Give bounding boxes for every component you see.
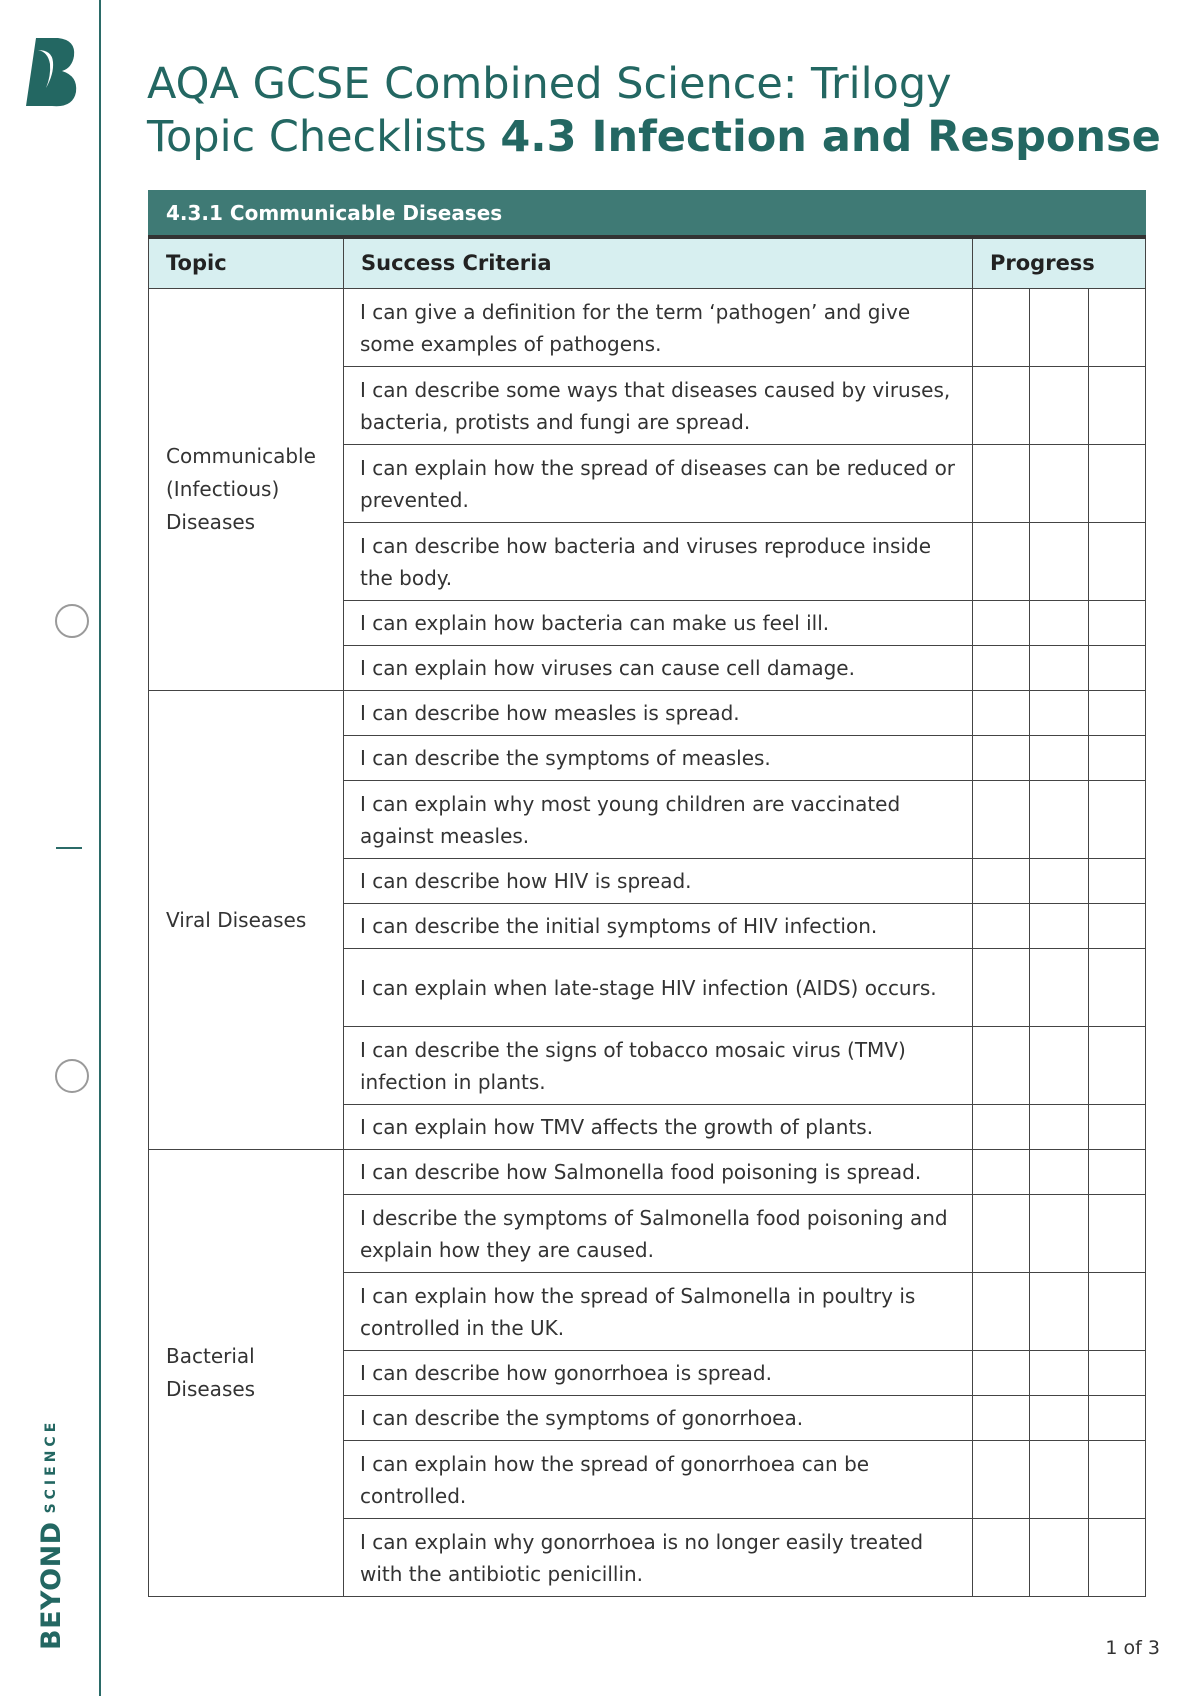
topic-cell: Viral Diseases: [149, 691, 344, 1150]
progress-box[interactable]: [973, 949, 1030, 1027]
progress-box[interactable]: [973, 1351, 1030, 1396]
progress-box[interactable]: [1030, 1105, 1089, 1150]
section-title: 4.3.1 Communicable Diseases: [149, 191, 1146, 237]
criteria-cell: I can explain why most young children are vaccinated against measles.: [344, 781, 973, 859]
margin-line: [99, 0, 101, 1696]
progress-box[interactable]: [1030, 691, 1089, 736]
criteria-header: Success Criteria: [344, 237, 973, 289]
brand-word-2: SCIENCE: [43, 1418, 59, 1514]
criteria-cell: I can explain how the spread of gonorrhoea can be controlled.: [344, 1441, 973, 1519]
criteria-cell: I can describe how bacteria and viruses reproduce inside the body.: [344, 523, 973, 601]
progress-box[interactable]: [973, 1396, 1030, 1441]
progress-box[interactable]: [1030, 949, 1089, 1027]
progress-box[interactable]: [973, 859, 1030, 904]
criteria-cell: I can describe how Salmonella food poisoning is spread.: [344, 1150, 973, 1195]
criteria-cell: I describe the symptoms of Salmonella food poisoning and explain how they are caused.: [344, 1195, 973, 1273]
checklist-table: [148, 190, 1146, 1597]
progress-box[interactable]: [1030, 1441, 1089, 1519]
progress-box[interactable]: [1089, 601, 1146, 646]
progress-box[interactable]: [1030, 646, 1089, 691]
progress-box[interactable]: [1030, 904, 1089, 949]
criteria-cell: I can describe how HIV is spread.: [344, 859, 973, 904]
progress-box[interactable]: [1089, 1273, 1146, 1351]
progress-box[interactable]: [1030, 1195, 1089, 1273]
criteria-cell: I can explain how the spread of Salmonella in poultry is controlled in the UK.: [344, 1273, 973, 1351]
progress-box[interactable]: [973, 601, 1030, 646]
progress-box[interactable]: [1030, 1351, 1089, 1396]
brand-word-1: BEYOND: [35, 1521, 67, 1650]
progress-box[interactable]: [1030, 289, 1089, 367]
progress-box[interactable]: [1089, 1150, 1146, 1195]
progress-box[interactable]: [973, 1273, 1030, 1351]
progress-box[interactable]: [1089, 1027, 1146, 1105]
progress-box[interactable]: [973, 1150, 1030, 1195]
criteria-cell: I can explain how bacteria can make us feel ill.: [344, 601, 973, 646]
progress-box[interactable]: [1030, 1150, 1089, 1195]
punch-hole: [55, 604, 89, 638]
title-prefix: Topic Checklists: [147, 112, 501, 162]
table-row: [149, 1150, 1146, 1195]
progress-box[interactable]: [1089, 781, 1146, 859]
topic-cell: Bacterial Diseases: [149, 1150, 344, 1597]
criteria-cell: I can explain why gonorrhoea is no longer easily treated with the antibiotic penicillin.: [344, 1519, 973, 1597]
progress-box[interactable]: [1089, 1195, 1146, 1273]
progress-box[interactable]: [1089, 523, 1146, 601]
progress-box[interactable]: [1089, 949, 1146, 1027]
progress-box[interactable]: [1089, 1351, 1146, 1396]
punch-hole: [55, 1059, 89, 1093]
criteria-cell: I can give a definition for the term ‘pathogen’ and give some examples of pathogens.: [344, 289, 973, 367]
progress-box[interactable]: [973, 646, 1030, 691]
page-title: [147, 58, 1161, 164]
progress-box[interactable]: [1089, 289, 1146, 367]
title-line-2: [147, 111, 1161, 164]
progress-box[interactable]: [1030, 1027, 1089, 1105]
progress-header: Progress: [973, 237, 1146, 289]
criteria-cell: I can describe the symptoms of measles.: [344, 736, 973, 781]
progress-box[interactable]: [1030, 445, 1089, 523]
progress-box[interactable]: [973, 691, 1030, 736]
progress-box[interactable]: [973, 1441, 1030, 1519]
criteria-cell: I can describe how measles is spread.: [344, 691, 973, 736]
progress-box[interactable]: [1030, 1396, 1089, 1441]
progress-box[interactable]: [1089, 691, 1146, 736]
topic-cell: Communicable (Infectious) Diseases: [149, 289, 344, 691]
progress-box[interactable]: [1030, 367, 1089, 445]
brand-wordmark: [30, 1390, 72, 1650]
progress-box[interactable]: [1089, 646, 1146, 691]
criteria-cell: I can describe the initial symptoms of HIV infection.: [344, 904, 973, 949]
progress-box[interactable]: [1030, 859, 1089, 904]
progress-box[interactable]: [973, 1195, 1030, 1273]
progress-box[interactable]: [973, 289, 1030, 367]
progress-box[interactable]: [1089, 859, 1146, 904]
progress-box[interactable]: [1089, 1519, 1146, 1597]
table-row: [149, 289, 1146, 367]
progress-box[interactable]: [973, 523, 1030, 601]
progress-box[interactable]: [1030, 601, 1089, 646]
progress-box[interactable]: [973, 445, 1030, 523]
progress-box[interactable]: [1089, 1105, 1146, 1150]
criteria-cell: I can describe the symptoms of gonorrhoea.: [344, 1396, 973, 1441]
progress-box[interactable]: [973, 1027, 1030, 1105]
progress-box[interactable]: [1089, 367, 1146, 445]
progress-box[interactable]: [973, 1519, 1030, 1597]
progress-box[interactable]: [1089, 904, 1146, 949]
criteria-cell: I can explain when late-stage HIV infection (AIDS) occurs.: [344, 949, 973, 1027]
criteria-cell: I can explain how TMV affects the growth of plants.: [344, 1105, 973, 1150]
progress-box[interactable]: [1030, 1273, 1089, 1351]
progress-box[interactable]: [973, 736, 1030, 781]
page-number: 1 of 3: [1105, 1637, 1160, 1659]
progress-box[interactable]: [973, 1105, 1030, 1150]
progress-box[interactable]: [1030, 523, 1089, 601]
title-topic: 4.3 Infection and Response: [500, 112, 1161, 162]
progress-box[interactable]: [1089, 1396, 1146, 1441]
progress-box[interactable]: [1030, 781, 1089, 859]
criteria-cell: I can describe the signs of tobacco mosaic virus (TMV) infection in plants.: [344, 1027, 973, 1105]
progress-box[interactable]: [973, 367, 1030, 445]
progress-box[interactable]: [973, 904, 1030, 949]
progress-box[interactable]: [1030, 736, 1089, 781]
table-row: [149, 691, 1146, 736]
column-header-row: [149, 237, 1146, 289]
progress-box[interactable]: [973, 781, 1030, 859]
beyond-logo-icon: [24, 36, 80, 108]
criteria-cell: I can describe how gonorrhoea is spread.: [344, 1351, 973, 1396]
criteria-cell: I can describe some ways that diseases caused by viruses, bacteria, protists and fungi are spread.: [344, 367, 973, 445]
criteria-cell: I can explain how the spread of diseases can be reduced or prevented.: [344, 445, 973, 523]
progress-box[interactable]: [1089, 445, 1146, 523]
progress-box[interactable]: [1089, 1441, 1146, 1519]
progress-box[interactable]: [1030, 1519, 1089, 1597]
section-header-row: [149, 191, 1146, 237]
fold-mark: [56, 847, 82, 849]
topic-header: Topic: [149, 237, 344, 289]
title-line-1: AQA GCSE Combined Science: Trilogy: [147, 59, 952, 109]
progress-box[interactable]: [1089, 736, 1146, 781]
criteria-cell: I can explain how viruses can cause cell damage.: [344, 646, 973, 691]
